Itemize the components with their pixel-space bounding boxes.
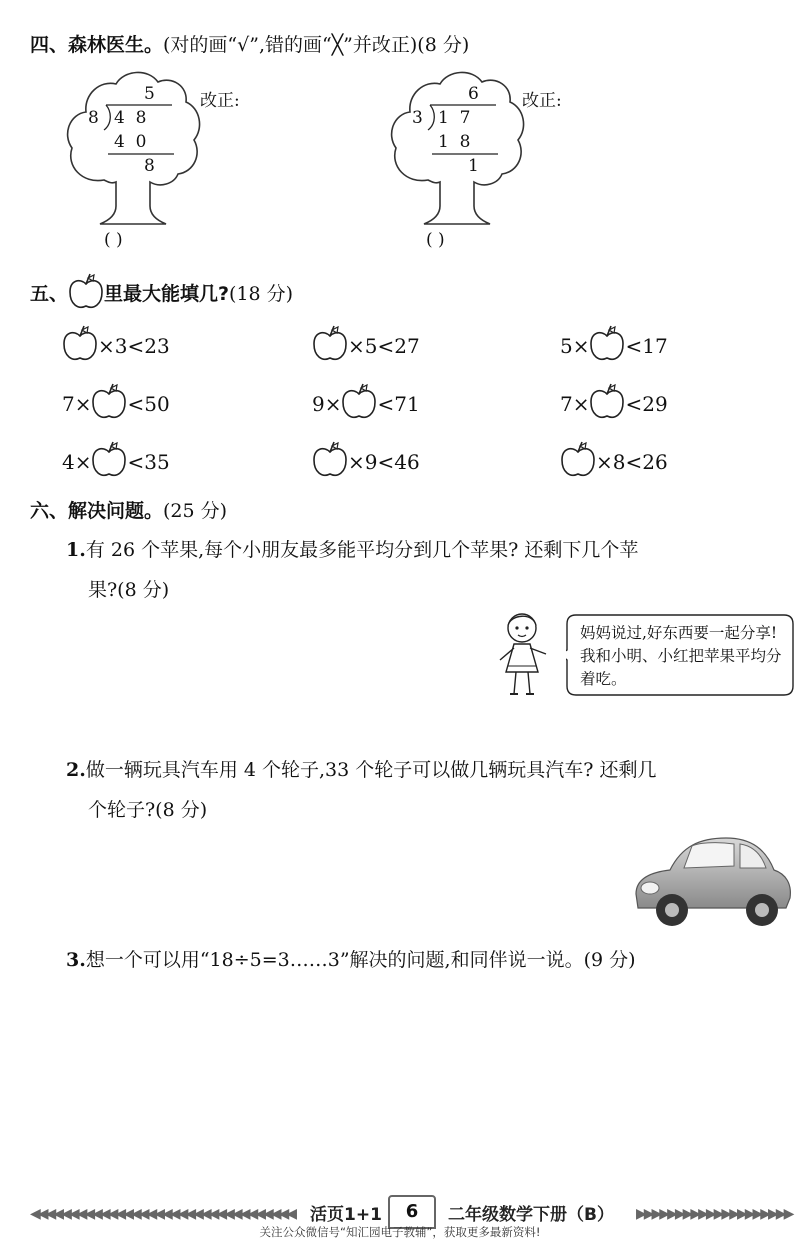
apple-icon bbox=[68, 272, 104, 312]
quotient: 6 bbox=[468, 84, 479, 104]
apple-icon bbox=[91, 382, 127, 422]
apple-blank[interactable] bbox=[341, 382, 377, 427]
product: 1 8 bbox=[438, 132, 471, 152]
section4-title bbox=[30, 30, 469, 57]
apple-icon bbox=[589, 324, 625, 364]
question-1 bbox=[66, 530, 798, 610]
fix-label-1: 改正: bbox=[200, 91, 240, 111]
question-number: 2. bbox=[66, 759, 86, 781]
dividend: 4 8 bbox=[114, 108, 147, 128]
section6-title-bold: 六、解决问题。 bbox=[30, 500, 164, 522]
inequality-after: <35 bbox=[127, 450, 170, 474]
answer-parentheses-2[interactable]: ( ) bbox=[426, 230, 445, 250]
section6-title bbox=[30, 496, 227, 523]
inequality-item bbox=[560, 384, 668, 424]
inequality-after: <17 bbox=[625, 334, 668, 358]
apple-blank[interactable] bbox=[312, 440, 348, 485]
inequality-before: 7× bbox=[62, 392, 92, 416]
inequality-item bbox=[62, 326, 170, 366]
remainder: 8 bbox=[144, 156, 155, 176]
question-number: 3. bbox=[66, 949, 86, 971]
inequality-before: 9× bbox=[312, 392, 342, 416]
apple-icon bbox=[589, 382, 625, 422]
section5-title bbox=[30, 272, 293, 312]
speech-bubble bbox=[566, 614, 794, 696]
inequality-after: <29 bbox=[625, 392, 668, 416]
inequality-item bbox=[560, 442, 668, 482]
apple-blank[interactable] bbox=[589, 324, 625, 369]
apple-icon bbox=[62, 324, 98, 364]
page-number: 6 bbox=[388, 1195, 436, 1229]
question-line: 做一辆玩具汽车用 4 个轮子,33 个轮子可以做几辆玩具汽车? 还剩几 bbox=[85, 759, 657, 781]
inequality-item bbox=[62, 384, 170, 424]
apple-blank[interactable] bbox=[91, 382, 127, 427]
product: 4 0 bbox=[114, 132, 147, 152]
apple-icon bbox=[312, 324, 348, 364]
inequality-item bbox=[560, 326, 668, 366]
inequality-item bbox=[312, 326, 420, 366]
section4-title-rest: (对的画“√”,错的画“╳”并改正)(8 分) bbox=[163, 34, 470, 56]
inequality-after: ×8<26 bbox=[596, 450, 668, 474]
apple-blank[interactable] bbox=[589, 382, 625, 427]
footer-right-text: 二年级数学下册（B） bbox=[448, 1205, 614, 1225]
apple-blank[interactable] bbox=[560, 440, 596, 485]
inequality-item bbox=[312, 384, 420, 424]
question-3 bbox=[66, 940, 798, 980]
section4-title-bold: 四、森林医生。 bbox=[30, 34, 164, 56]
apple-blank[interactable] bbox=[312, 324, 348, 369]
apple-icon bbox=[560, 440, 596, 480]
section5-title-bold: 里最大能填几? bbox=[104, 282, 230, 305]
inequality-item bbox=[62, 442, 170, 482]
inequality-after: ×3<23 bbox=[98, 334, 170, 358]
apple-icon bbox=[312, 440, 348, 480]
question-2 bbox=[66, 750, 798, 830]
inequality-after: ×5<27 bbox=[348, 334, 420, 358]
footer-notice: 关注公众微信号“知汇园电子教辅”，获取更多最新资料! bbox=[259, 1225, 541, 1239]
apple-blank[interactable] bbox=[62, 324, 98, 369]
answer-parentheses-1[interactable]: ( ) bbox=[104, 230, 123, 250]
division-bracket-1 bbox=[84, 84, 184, 184]
toy-car-illustration bbox=[630, 832, 794, 932]
question-line: 想一个可以用“18÷5=3……3”解决的问题,和同伴说一说。(9 分) bbox=[85, 949, 636, 971]
footer-arrows-left: ◀◀◀◀◀◀◀◀◀◀◀◀◀◀◀◀◀◀◀◀◀◀◀◀◀◀◀◀◀◀◀◀◀◀ bbox=[30, 1206, 295, 1222]
divisor: 8 bbox=[88, 108, 99, 128]
question-line: 果?(8 分) bbox=[88, 579, 170, 601]
apple-icon bbox=[91, 440, 127, 480]
inequality-before: 4× bbox=[62, 450, 92, 474]
section6-title-rest: (25 分) bbox=[163, 500, 228, 522]
apple-blank[interactable] bbox=[91, 440, 127, 485]
inequality-before: 5× bbox=[560, 334, 590, 358]
inequality-after: <50 bbox=[127, 392, 170, 416]
fix-label-2: 改正: bbox=[522, 91, 562, 111]
question-line: 有 26 个苹果,每个小朋友最多能平均分到几个苹果? 还剩下几个苹 bbox=[85, 539, 639, 561]
footer-arrows-right: ▶▶▶▶▶▶▶▶▶▶▶▶▶▶▶▶▶▶▶▶ bbox=[636, 1206, 792, 1222]
apple-icon bbox=[341, 382, 377, 422]
inequality-after: <71 bbox=[377, 392, 420, 416]
inequality-before: 7× bbox=[560, 392, 590, 416]
inequality-after: ×9<46 bbox=[348, 450, 420, 474]
quotient: 5 bbox=[144, 84, 155, 104]
inequality-item bbox=[312, 442, 420, 482]
bubble-text: 妈妈说过,好东西要一起分享!我和小明、小红把苹果平均分着吃。 bbox=[580, 624, 782, 688]
dividend: 1 7 bbox=[438, 108, 471, 128]
divisor: 3 bbox=[412, 108, 423, 128]
division-bracket-2 bbox=[408, 84, 508, 184]
footer-left-text: 活页1+1 bbox=[310, 1205, 382, 1225]
section5-title-prefix: 五、 bbox=[30, 282, 69, 305]
question-line: 个轮子?(8 分) bbox=[88, 799, 208, 821]
girl-illustration bbox=[494, 610, 558, 702]
section5-title-rest: (18 分) bbox=[229, 282, 294, 305]
question-number: 1. bbox=[66, 539, 86, 561]
remainder: 1 bbox=[468, 156, 479, 176]
